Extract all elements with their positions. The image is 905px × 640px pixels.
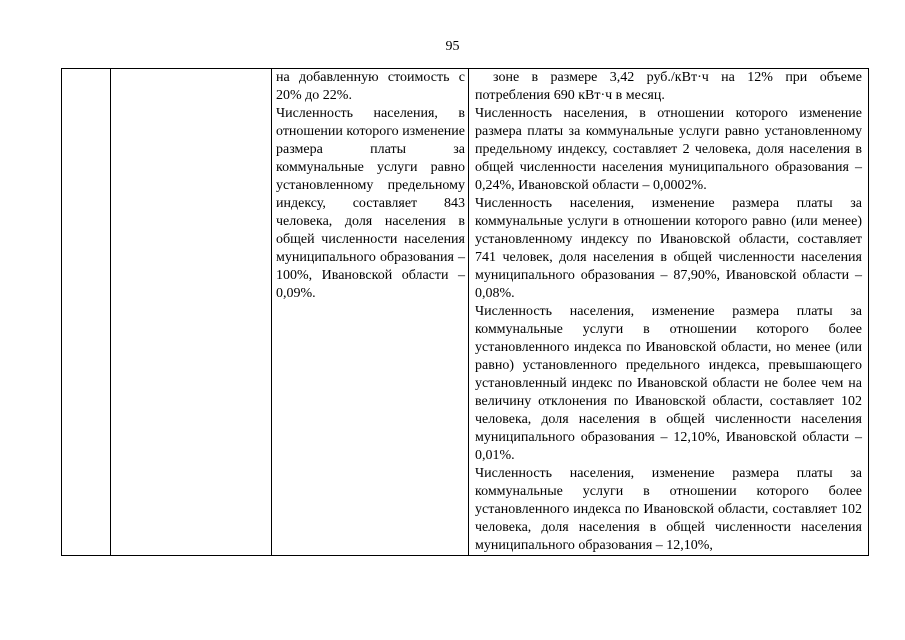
column-3-paragraph: на добавленную стоимость с 20% до 22%. [276, 70, 465, 103]
table-row [62, 69, 869, 556]
column-4-paragraph: Численность населения, в отношении которого изменение размера платы за коммунальные услуги равно установленному предельному индексу, составляет 2 человека, доля населения в общей численности населения муниципального образования – 0,24%, Ивановской области – 0,0002%. [475, 106, 862, 193]
table-cell-column-2 [111, 69, 272, 556]
column-3-paragraph: Численность населения, в отношении которого изменение размера платы за коммунальные услуги равно установленному предельному индексу, составляет 843 человека, доля населения в общей численности населения муниципального образования – 100%, Ивановской области – 0,09%. [276, 106, 465, 301]
table-cell-column-4 [469, 69, 869, 556]
column-4-paragraph: Численность населения, изменение размера платы за коммунальные услуги в отношении которого более установленного индекса по Ивановской области, но менее (или равно) установленного предельного индекса, превышающего установленный индекс по Ивановской области не более чем на величину отклонения по Ивановской области, составляет 102 человека, доля населения в общей численности населения муниципального образования – 12,10%, Ивановской области – 0,01%. [475, 304, 862, 463]
column-4-text [469, 69, 868, 555]
table-cell-column-1 [62, 69, 111, 556]
column-4-paragraph: зоне в размере 3,42 руб./кВт·ч на 12% при объеме потребления 690 кВт·ч в месяц. [475, 70, 862, 103]
column-4-paragraph: Численность населения, изменение размера платы за коммунальные услуги в отношении которого равно (или менее) установленному индексу по Ивановской области, составляет 741 человек, доля населения в общей численности населения муниципального образования – 87,90%, Ивановской области – 0,08%. [475, 196, 862, 301]
document-table [61, 68, 869, 556]
table-cell-column-3 [272, 69, 469, 556]
column-4-paragraph: Численность населения, изменение размера платы за коммунальные услуги в отношении которого более установленного индекса по Ивановской области, составляет 102 человека, доля населения в общей численности населения муниципального образования – 12,10%, [475, 466, 862, 553]
column-3-text [272, 69, 468, 303]
page-number: 95 [445, 39, 460, 54]
